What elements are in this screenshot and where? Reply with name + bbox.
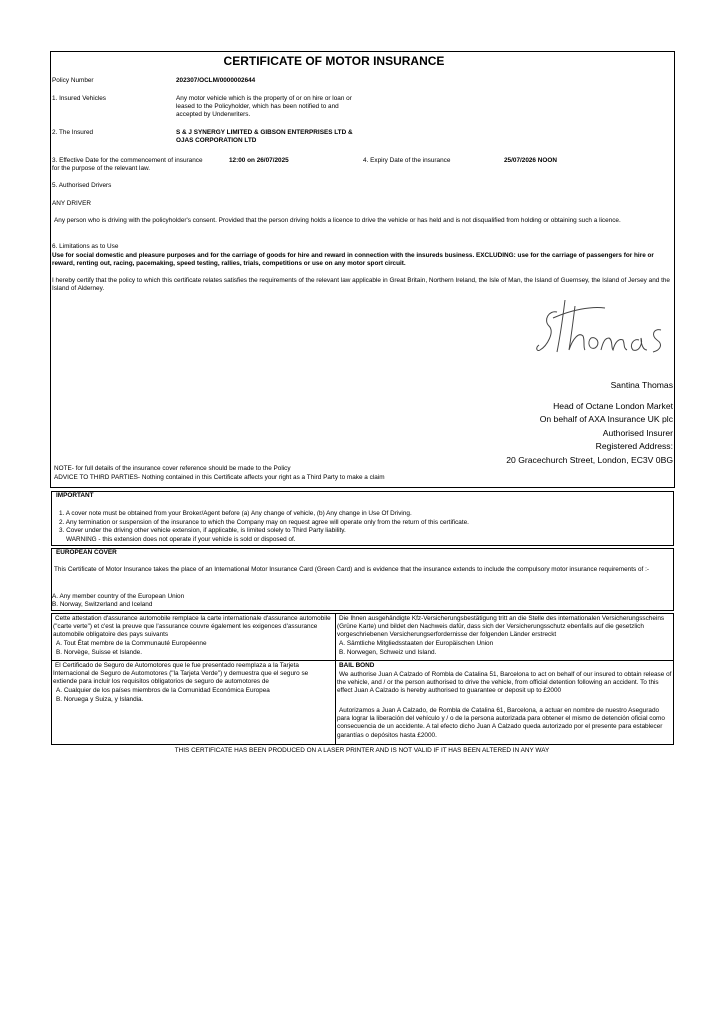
authorised-drivers-text: Any person who is driving with the policyholder's consent. Provided that the person driving holds a licence to drive the vehicle or has held and is not disqualified from holding or obtaining such a licence. — [54, 217, 621, 224]
insured-label: 2. The Insured — [52, 129, 94, 136]
any-driver-heading: ANY DRIVER — [52, 200, 91, 207]
spanish-text: El Certificado de Seguro de Automotores que le fue presentado reemplaza a la Tarjeta Internacional de Seguro de Automotores ("la Tarjeta Verde") y demuestra que el seguro se extiende para incluir los requisitos obligatorios de seguro de automotores de — [53, 662, 309, 686]
footer-disclaimer: THIS CERTIFICATE HAS BEEN PRODUCED ON A LASER PRINTER AND IS NOT VALID IF IT HAS BEEN ALTERED IN ANY WAY — [174, 747, 550, 754]
spanish-item-a: A. Cualquier de los países miembros de la Comunidad Económica Europea — [56, 687, 270, 694]
important-item-1: 1. A cover note must be obtained from your Broker/Agent before (a) Any change of vehicle, (b) Any change in Use Of Driving. — [59, 510, 412, 517]
european-cover-item-a: A. Any member country of the European Union — [52, 593, 185, 600]
effective-date-value: 12:00 on 26/07/2025 — [229, 157, 289, 164]
important-item-3: 3. Cover under the driving other vehicle extension, if applicable, is limited solely to Third Party liability. — [59, 527, 346, 534]
limitations-text: Use for social domestic and pleasure purposes and for the carriage of goods for hire and reward in connection with the insureds business. EXCLUDING: use for the carriage of passengers for hire or reward, renting out, racing, pacemaking, speed testing, rallies, trials, competitions or use on any motor sport circuit. — [52, 252, 654, 268]
european-cover-item-b: B. Norway, Switzerland and Iceland — [52, 601, 153, 608]
signatory-title: Head of Octane London Market — [553, 401, 673, 411]
third-party-advice: ADVICE TO THIRD PARTIES- Nothing contained in this Certificate affects your right as a Third Party to make a claim — [54, 474, 385, 481]
registered-address: 20 Gracechurch Street, London, EC3V 0BG — [506, 455, 673, 465]
limitations-label: 6. Limitations as to Use — [52, 243, 119, 250]
important-heading: IMPORTANT — [56, 492, 94, 499]
european-cover-heading: EUROPEAN COVER — [56, 549, 117, 556]
signatory-company: On behalf of AXA Insurance UK plc — [539, 414, 673, 424]
bail-bond-heading: BAIL BOND — [339, 662, 375, 669]
policy-note: NOTE- for full details of the insurance cover reference should be made to the Policy — [54, 465, 291, 472]
authorised-drivers-label: 5. Authorised Drivers — [52, 182, 112, 189]
bail-bond-spanish: Autorizamos a Juan A Calzado, de Rombla de Catalina 61, Barcelona, a actuar en nombre de nuestro Asegurado para lograr la liberación del vehículo y / o de la persona autorizada para obtener el mismo de detención oficial como consecuencia de un accidente. A tal efecto dicho Juan A Calzado queda autorizado por el presente para establecer garantías o depósitos hasta £2000. — [337, 707, 665, 739]
important-item-2: 2. Any termination or suspension of the insurance to which the Company may on request agree will operate only from the return of this certificate. — [59, 519, 469, 526]
signatory-name: Santina Thomas — [610, 380, 673, 390]
page-title: CERTIFICATE OF MOTOR INSURANCE — [223, 54, 445, 68]
signatory-role: Authorised Insurer — [602, 428, 673, 438]
spanish-item-b: B. Noruega y Suiza, y Islandia. — [56, 696, 144, 703]
signature-image — [535, 292, 675, 362]
effective-date-label-cont: for the purpose of the relevant law. — [52, 165, 151, 172]
certification-statement: I hereby certify that the policy to which this certificate relates satisfies the requirements of the relevant law applicable in Great Britain, Northern Ireland, the Isle of Man, the Island of Guernsey, the Island of Jersey and the Island of Alderney. — [52, 277, 670, 293]
grid-vertical-divider — [335, 613, 336, 745]
important-warning: WARNING - this extension does not operate if your vehicle is sold or disposed of. — [66, 536, 296, 543]
registered-address-label: Registered Address: — [595, 441, 673, 451]
grid-horizontal-divider — [51, 660, 674, 661]
effective-date-label: 3. Effective Date for the commencement of insurance — [52, 157, 203, 164]
insured-vehicles-value: Any motor vehicle which is the property of or on hire or loan or leased to the Policyholder, which has been notified to and accepted by Underwriters. — [176, 95, 352, 119]
french-item-b: B. Norvège, Suisse et Islande. — [56, 649, 142, 656]
bail-bond-english: We authorise Juan A Calzado of Rombla de Catalina 51, Barcelona to act on behalf of our insured to obtain release of the vehicle, and / or the person authorised to drive the vehicle, from official detention following an accident. To this effect Juan A Calzado is hereby authorised to guarantee or deposit up to £2000 — [337, 671, 672, 695]
insured-value: S & J SYNERGY LIMITED & GIBSON ENTERPRISES LTD & OJAS CORPORATION LTD — [176, 129, 353, 145]
policy-number-label: Policy Number — [52, 77, 94, 84]
expiry-date-label: 4. Expiry Date of the insurance — [363, 157, 451, 164]
expiry-date-value: 25/07/2026 NOON — [504, 157, 557, 164]
french-text: Cette attestation d'assurance automobile remplace la carte internationale d'assurance automobile ("carte verte") et c'est la preuve que l'assurance couvre également les exigences d'assurance automobile obligatoire des pays suivants — [53, 615, 331, 639]
german-item-b: B. Norwegen, Schweiz und Island. — [339, 649, 437, 656]
european-cover-text: This Certificate of Motor Insurance takes the place of an International Motor Insurance Card (Green Card) and is evidence that the insurance extends to include the compulsory motor insurance requirements of :- — [54, 566, 649, 573]
insured-vehicles-label: 1. Insured Vehicles — [52, 95, 106, 102]
french-item-a: A. Tout État membre de la Communauté Européenne — [56, 640, 207, 647]
german-item-a: A. Sämtliche Mitgliedsstaaten der Europäischen Union — [339, 640, 494, 647]
german-text: Die Ihnen ausgehändigte Kfz-Versicherungsbestätigung tritt an die Stelle des internationalen Versicherungsscheins (Grüne Karte) und bildet den Nachweis dafür, dass sich der Versicherungsschutz ebenfalls auf die gesetzlich vorgeschriebenen Versicherungserfordernisse der folgenden Länder erstreckt — [337, 615, 665, 639]
policy-number-value: 202307/OCLM/0000002644 — [176, 77, 256, 84]
